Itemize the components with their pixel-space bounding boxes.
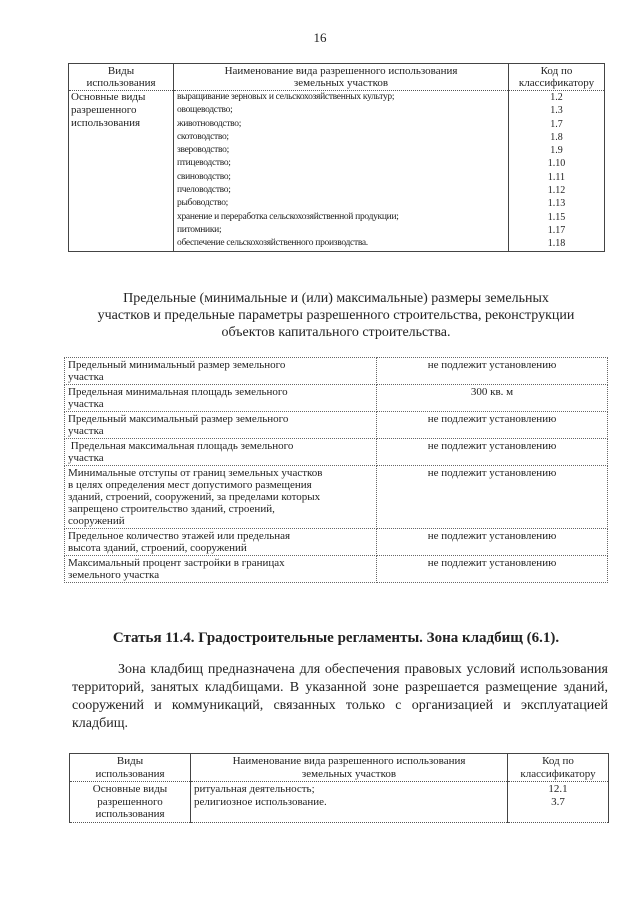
param-name: Предельный максимальный размер земельного участка	[65, 412, 377, 439]
code-item: 1.9	[550, 145, 563, 157]
parameters-table	[64, 357, 608, 583]
code-item: 1.10	[547, 158, 566, 170]
header-code: Код по классификатору	[509, 64, 605, 91]
code-list	[509, 91, 605, 252]
article-paragraph	[72, 661, 608, 733]
table-row	[65, 385, 608, 412]
params-heading: Предельные (минимальные и (или) максимальные) размеры земельных участков и предельные параметры разрешенного строительства, реконструкции объектов капитального строительства.	[97, 291, 575, 340]
use-kind: Основные виды разрешенного использования	[69, 91, 174, 252]
param-name: Минимальные отступы от границ земельных участков в целях определения мест допустимого размещения зданий, строений, сооружений, за пределами которых запрещено строительство зданий, строений, сооружений	[65, 466, 377, 529]
table-row	[69, 91, 605, 252]
code-item: 1.17	[547, 224, 566, 236]
list-item: рыбоводство;	[177, 198, 229, 209]
table-row	[65, 466, 608, 529]
list-item: ритуальная деятельность;	[194, 783, 315, 795]
header-code: Код по классификатору	[508, 754, 609, 782]
article-title: Статья 11.4. Градостроительные регламенты. Зона кладбищ (6.1).	[112, 630, 560, 646]
code-list	[508, 782, 609, 823]
code-item: 12.1	[548, 783, 568, 795]
cemetery-use-table	[69, 753, 609, 823]
header-kind: Виды использования	[70, 754, 191, 782]
table-row	[65, 358, 608, 385]
code-item: 1.3	[550, 105, 563, 117]
use-kind: Основные виды разрешенного использования	[70, 782, 191, 823]
code-item: 3.7	[551, 795, 565, 808]
list-item: овощеводство;	[177, 105, 233, 116]
list-item: звероводство;	[177, 145, 229, 156]
list-item: свиноводство;	[177, 171, 231, 182]
param-name: Предельная максимальная площадь земельного участка	[65, 439, 377, 466]
code-item: 1.18	[547, 238, 566, 250]
list-item: питомники;	[177, 224, 222, 235]
param-value: не подлежит установлению	[377, 358, 608, 385]
code-item: 1.12	[547, 185, 566, 197]
permitted-use-table	[68, 63, 605, 252]
article-text: Зона кладбищ предназначена для обеспечения правовых условий использования территорий, занятых кладбищами. В указанной зоне разрешается размещение зданий, сооружений и коммуникаций, связанных только с организацией и эксплуатацией кладбищ.	[72, 662, 608, 731]
table-row	[70, 782, 609, 823]
param-value: не подлежит установлению	[377, 466, 608, 529]
param-value: 300 кв. м	[377, 385, 608, 412]
param-value: не подлежит установлению	[377, 412, 608, 439]
use-list	[191, 782, 508, 823]
param-value: не подлежит установлению	[377, 556, 608, 583]
header-kind: Виды использования	[69, 64, 174, 91]
list-item: птицеводство;	[177, 158, 231, 169]
list-item: обеспечение сельскохозяйственного производства.	[177, 238, 368, 249]
code-item: 1.2	[550, 92, 563, 103]
code-item: 1.7	[550, 118, 563, 130]
code-item: 1.8	[550, 131, 563, 143]
list-item: религиозное использование.	[194, 795, 327, 808]
param-name: Предельный минимальный размер земельного участка	[65, 358, 377, 385]
header-name: Наименование вида разрешенного использования земельных участков	[191, 754, 508, 782]
list-item: выращивание зерновых и сельскохозяйственных культур;	[177, 92, 395, 102]
header-name: Наименование вида разрешенного использования земельных участков	[174, 64, 509, 91]
table-row	[65, 439, 608, 466]
table-header-row	[70, 754, 609, 782]
table-header-row	[69, 64, 605, 91]
param-name: Предельное количество этажей или предельная высота зданий, строений, сооружений	[65, 529, 377, 556]
use-list	[174, 91, 509, 252]
param-value: не подлежит установлению	[377, 439, 608, 466]
param-name: Предельная минимальная площадь земельного участка	[65, 385, 377, 412]
list-item: хранение и переработка сельскохозяйственной продукции;	[177, 211, 399, 222]
param-name: Максимальный процент застройки в границах земельного участка	[65, 556, 377, 583]
code-item: 1.11	[547, 171, 566, 183]
list-item: скотоводство;	[177, 131, 229, 142]
page-number: 16	[313, 30, 327, 45]
table-row	[65, 412, 608, 439]
list-item: животноводство;	[177, 118, 242, 129]
table-row	[65, 556, 608, 583]
code-item: 1.15	[547, 211, 566, 223]
list-item: пчеловодство;	[177, 185, 231, 196]
param-value: не подлежит установлению	[377, 529, 608, 556]
code-item: 1.13	[547, 198, 566, 210]
table-row	[65, 529, 608, 556]
